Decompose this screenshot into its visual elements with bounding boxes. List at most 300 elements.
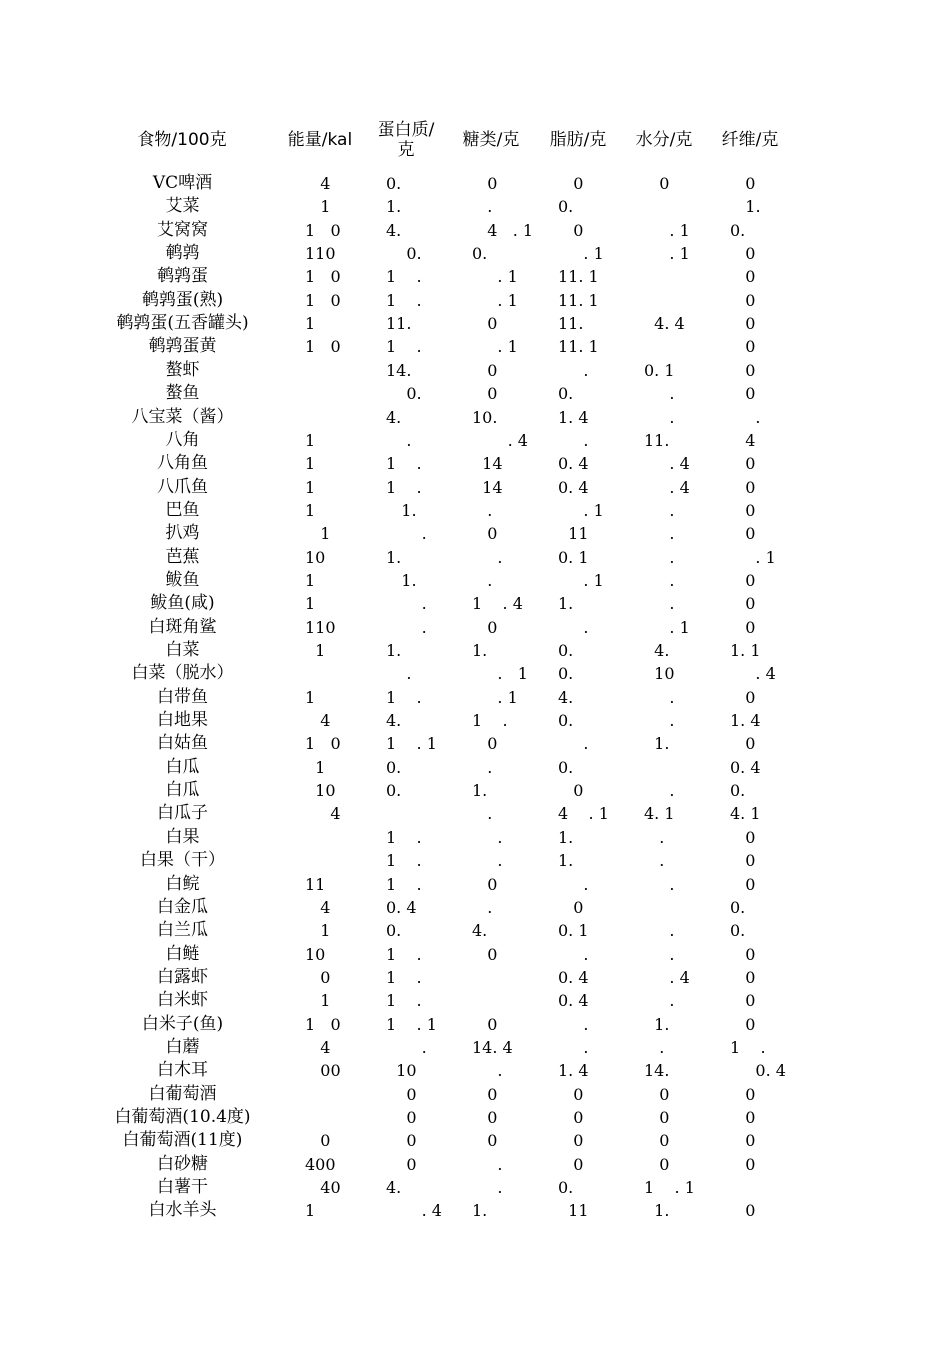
table-row [0, 359, 950, 382]
energy-cell: 4 [305, 174, 331, 193]
fiber-cell: 0 [730, 1131, 756, 1151]
fat-cell: . [558, 944, 589, 964]
protein-cell: 1 . 1 [386, 734, 437, 754]
food-name-cell: 白米虾 [157, 990, 208, 1011]
fat-cell: 1. [558, 851, 574, 871]
header-fat: 脂肪/克 [549, 130, 607, 150]
fiber-cell: 0 [730, 594, 756, 614]
carbs-cell: 1. [472, 641, 488, 660]
water-cell: . [644, 827, 665, 847]
food-name-cell: 螯虾 [165, 359, 200, 380]
food-name-cell: 白露虾 [157, 966, 208, 987]
energy-cell: 1 [305, 477, 316, 497]
protein-cell: 1 . 1 [386, 1014, 437, 1034]
carbs-cell: 1. [472, 1201, 488, 1221]
fiber-cell: 0 [730, 524, 756, 544]
protein-cell: 1 . [386, 454, 422, 474]
fat-cell: 0 [558, 1131, 584, 1151]
protein-cell: . [386, 594, 427, 614]
fat-cell: 11. [558, 314, 584, 334]
energy-cell: 1 0 [305, 267, 341, 287]
water-cell: . [644, 570, 675, 590]
water-cell: . [644, 944, 675, 964]
fiber-cell: 0 [730, 1154, 756, 1174]
protein-cell [386, 802, 456, 825]
table-row [0, 382, 950, 405]
carbs-cell: 0 [472, 734, 498, 754]
fiber-cell: 0 [730, 617, 756, 637]
food-name-cell: 白葡萄酒 [148, 1083, 217, 1104]
fat-cell: 0. [558, 664, 574, 684]
carbs-cell: 14. 4 [472, 1037, 513, 1057]
energy-cell: 1 [305, 687, 316, 707]
fiber-cell: 0 [730, 1084, 756, 1104]
water-cell: . [644, 407, 675, 427]
carbs-cell: . [472, 827, 503, 847]
fiber-cell: 0 [730, 944, 756, 964]
carbs-cell: . [472, 197, 493, 217]
protein-cell: 4. [386, 407, 402, 427]
carbs-cell: 0 [472, 944, 498, 964]
table-row [0, 779, 950, 802]
water-cell: 1. [644, 734, 670, 754]
fiber-cell: 1. 4 [730, 711, 761, 731]
water-cell: . [644, 711, 675, 731]
protein-cell: 0 [386, 1154, 417, 1174]
protein-cell: 1 . [386, 991, 422, 1011]
fiber-cell: 0 [730, 454, 756, 474]
food-name-cell: 鲅鱼(咸) [150, 593, 215, 614]
water-cell: 1. [644, 1201, 670, 1221]
energy-cell: 10 [305, 944, 326, 964]
water-cell: . [644, 851, 665, 871]
energy-cell: 4 [305, 1037, 331, 1057]
food-name-cell: 白葡萄酒(10.4度) [114, 1107, 251, 1127]
food-name-cell: 白米子(鱼) [141, 1013, 224, 1034]
fat-cell: 0. [558, 1178, 574, 1198]
fiber-cell: 0 [730, 384, 756, 404]
fiber-cell: 0 [730, 874, 756, 894]
fat-cell: 0. [558, 757, 574, 777]
protein-cell: . 4 [386, 1201, 442, 1221]
fiber-cell: 0. [730, 781, 746, 801]
water-cell: . [644, 874, 675, 894]
protein-cell: 0 [386, 1131, 417, 1151]
water-cell: . [644, 500, 675, 520]
protein-cell: 4. [386, 220, 402, 240]
protein-cell: 0. [386, 921, 402, 941]
table-row [0, 499, 950, 522]
table-row [0, 592, 950, 615]
fat-cell: 1. [558, 594, 574, 614]
energy-cell [305, 1106, 375, 1129]
energy-cell: 400 [305, 1154, 336, 1174]
fat-cell: 1. [558, 827, 574, 847]
carbs-cell: 0 [472, 1108, 498, 1127]
fat-cell: 11 [558, 524, 589, 544]
carbs-cell: . 1 [472, 664, 528, 684]
header-carbs: 糖类/克 [462, 130, 520, 150]
table-row [0, 989, 950, 1012]
fat-cell: . [558, 734, 589, 754]
food-name-cell: 艾菜 [165, 196, 200, 217]
carbs-cell: . [472, 1154, 503, 1174]
table-row [0, 195, 950, 218]
protein-cell: 1 . [386, 851, 422, 871]
energy-cell: 1 [305, 500, 316, 520]
food-name-cell: 白果（干） [140, 850, 225, 871]
water-cell [644, 896, 714, 919]
protein-cell: 14. [386, 360, 412, 380]
energy-cell: 1 [305, 454, 316, 474]
fiber-cell: 0 [730, 570, 756, 590]
water-cell: . [644, 1037, 665, 1057]
energy-cell: 1 [305, 641, 326, 660]
carbs-cell: . [472, 570, 493, 590]
energy-cell: 1 [305, 991, 331, 1011]
fiber-cell: 0 [730, 174, 756, 193]
fiber-cell: 0 [730, 314, 756, 334]
protein-cell: 1. [386, 500, 417, 520]
protein-cell: 0. [386, 757, 402, 777]
food-name-cell: 白瓜子 [157, 803, 208, 824]
protein-cell: . [386, 430, 412, 450]
table-row [0, 966, 950, 989]
food-name-cell: 艾窝窝 [157, 219, 208, 240]
energy-cell: 1 0 [305, 734, 341, 754]
water-cell: . [644, 524, 675, 544]
fat-cell: . [558, 360, 589, 380]
fat-cell: . [558, 617, 589, 637]
fat-cell: 0 [558, 174, 584, 193]
fat-cell: 0. 4 [558, 477, 589, 497]
energy-cell: 1 0 [305, 1014, 341, 1034]
energy-cell: 1 [305, 921, 331, 941]
protein-cell: . [386, 617, 427, 637]
fat-cell: 11 [558, 1201, 589, 1221]
food-name-cell: 八角 [165, 429, 200, 450]
water-cell: . [644, 991, 675, 1011]
fiber-cell: 0 [730, 244, 756, 264]
water-cell: . [644, 781, 675, 801]
protein-cell: 4. [386, 1178, 402, 1198]
table-row [0, 756, 950, 779]
carbs-cell: 0 [472, 617, 498, 637]
protein-cell: 1 . [386, 477, 422, 497]
fiber-cell: 0 [730, 1108, 756, 1127]
carbs-cell: . 1 [472, 290, 518, 310]
table-row [0, 1199, 950, 1222]
protein-cell: 0. [386, 781, 402, 801]
energy-cell: 1 [305, 1201, 316, 1221]
food-name-cell: 白鲩 [165, 873, 200, 894]
table-row [0, 476, 950, 499]
carbs-cell: . 1 [472, 687, 518, 707]
food-name-cell: 芭蕉 [165, 546, 200, 567]
energy-cell: 4 [305, 804, 341, 824]
food-name-cell: 白金瓜 [157, 896, 208, 917]
fat-cell: 0. 4 [558, 991, 589, 1011]
food-name-cell: 白菜 [165, 640, 200, 660]
carbs-cell: 0 [472, 874, 498, 894]
food-name-cell: 白鲢 [165, 943, 200, 964]
fat-cell: 1. 4 [558, 1061, 589, 1081]
fiber-cell: 1 . [730, 1037, 766, 1057]
food-name-cell: 八角鱼 [157, 453, 208, 474]
food-name-cell: 巴鱼 [165, 499, 200, 520]
protein-cell: 1. [386, 197, 402, 217]
energy-cell: 4 [305, 897, 331, 917]
fat-cell: 0. 4 [558, 967, 589, 987]
fiber-cell: 0 [730, 967, 756, 987]
water-cell: . 1 [644, 617, 690, 637]
water-cell: . [644, 384, 675, 404]
water-cell: . [644, 594, 675, 614]
energy-cell: 4 [305, 711, 331, 731]
fiber-cell: 0 [730, 360, 756, 380]
food-name-cell: 鹌鹑蛋(熟) [141, 289, 224, 310]
water-cell: . 4 [644, 967, 690, 987]
water-cell: 4. 4 [644, 314, 685, 334]
protein-cell: 1. [386, 570, 417, 590]
energy-cell: 11 [305, 874, 326, 894]
carbs-cell: . 1 [472, 337, 518, 357]
food-name-cell: 扒鸡 [165, 523, 200, 544]
fiber-cell: . 4 [730, 664, 776, 684]
table-row [0, 569, 950, 592]
food-name-cell: 白葡萄酒(11度) [122, 1130, 243, 1151]
table-row [0, 686, 950, 709]
fat-cell: 0. [558, 197, 574, 217]
table-row [0, 406, 950, 429]
table-row [0, 849, 950, 872]
protein-cell: 1 . [386, 337, 422, 357]
food-name-cell: 白果 [165, 826, 200, 847]
food-name-cell: 鹌鹑蛋黄 [148, 336, 217, 357]
carbs-cell: 14 [472, 477, 503, 497]
fat-cell: 0 [558, 1154, 584, 1174]
carbs-cell: 0. [472, 244, 488, 264]
energy-cell: 1 [305, 430, 316, 450]
protein-cell: 0. [386, 244, 422, 264]
protein-cell: . [386, 664, 412, 684]
fat-cell: 11. 1 [558, 267, 599, 287]
fat-cell: . [558, 874, 589, 894]
fiber-cell: 0 [730, 337, 756, 357]
header-water: 水分/克 [635, 130, 693, 150]
food-name-cell: 白水羊头 [148, 1200, 217, 1221]
carbs-cell: 4. [472, 921, 488, 941]
energy-cell: 1 0 [305, 337, 341, 357]
water-cell: 1 . 1 [644, 1178, 695, 1198]
energy-cell: 1 [305, 524, 331, 544]
carbs-cell: 0 [472, 524, 498, 544]
fiber-cell: 0. [730, 897, 746, 917]
carbs-cell: 0 [472, 314, 498, 334]
fat-cell: 1. 4 [558, 407, 589, 427]
water-cell: . 4 [644, 454, 690, 474]
fiber-cell: 0 [730, 1201, 756, 1221]
fiber-cell: 1. 1 [730, 641, 761, 660]
energy-cell [305, 662, 375, 685]
carbs-cell: 14 [472, 454, 503, 474]
fiber-cell: 0 [730, 734, 756, 754]
fiber-cell: 0 [730, 477, 756, 497]
energy-cell [305, 382, 375, 405]
table-row [0, 172, 950, 195]
protein-cell: 0 [386, 1084, 417, 1104]
water-cell: 0 [644, 1084, 670, 1104]
table-row [0, 919, 950, 942]
fat-cell: . [558, 430, 589, 450]
fiber-cell: 0 [730, 991, 756, 1011]
carbs-cell: 0 [472, 1084, 498, 1104]
energy-cell: 110 [305, 244, 336, 264]
fat-cell: 0 [558, 220, 584, 240]
fat-cell: 0 [558, 1108, 584, 1127]
table-row [0, 943, 950, 966]
protein-cell: 0. [386, 174, 402, 193]
water-cell [644, 289, 714, 312]
table-row [0, 312, 950, 335]
food-name-cell: 白瓜 [165, 780, 200, 801]
table-row [0, 242, 950, 265]
fiber-cell: 0 [730, 500, 756, 520]
fiber-cell: 0. 4 [730, 1061, 786, 1081]
table-row [0, 335, 950, 358]
carbs-cell: 4 . 1 [472, 220, 534, 240]
fat-cell: . [558, 1014, 589, 1034]
carbs-cell: 0 [472, 360, 498, 380]
water-cell: . 4 [644, 477, 690, 497]
carbs-cell: 10. [472, 407, 498, 427]
fiber-cell: . 1 [730, 547, 776, 567]
table-row [0, 289, 950, 312]
energy-cell: 1 0 [305, 220, 341, 240]
food-name-cell: 白砂糖 [157, 1153, 208, 1174]
protein-cell: 1 . [386, 290, 422, 310]
table-row [0, 1129, 950, 1152]
food-name-cell: 白菜（脱水） [131, 663, 234, 684]
food-name-cell: 八爪鱼 [157, 476, 208, 497]
carbs-cell: . [472, 500, 493, 520]
carbs-cell: 0 [472, 174, 498, 193]
energy-cell: 1 0 [305, 290, 341, 310]
food-name-cell: 白带鱼 [157, 686, 208, 707]
energy-cell: 00 [305, 1061, 341, 1081]
protein-cell: 11. [386, 314, 412, 334]
fiber-cell: 4. 1 [730, 804, 761, 824]
food-name-cell: 鹌鹑蛋(五香罐头) [116, 313, 249, 334]
table-row [0, 826, 950, 849]
table-row [0, 429, 950, 452]
fat-cell: 11. 1 [558, 337, 599, 357]
food-name-cell: 白姑鱼 [157, 733, 208, 754]
protein-cell: 10 [386, 1061, 417, 1081]
carbs-cell: . [472, 1178, 503, 1198]
energy-cell [305, 826, 375, 849]
fiber-cell: 0. [730, 220, 746, 240]
energy-cell [305, 359, 375, 382]
protein-cell: 1 . [386, 944, 422, 964]
table-row [0, 219, 950, 242]
header-protein: 蛋白质/ 克 [377, 120, 435, 160]
water-cell: . 1 [644, 220, 690, 240]
table-row [0, 1153, 950, 1176]
header-fiber: 纤维/克 [721, 130, 779, 150]
food-name-cell: 鲅鱼 [165, 569, 200, 590]
protein-cell: 1 . [386, 827, 422, 847]
carbs-cell: 1 . 4 [472, 594, 523, 614]
fiber-cell: 0. [730, 921, 746, 941]
carbs-cell: . [472, 757, 493, 777]
water-cell: 1. [644, 1014, 670, 1034]
fiber-cell: 0 [730, 267, 756, 287]
table-row [0, 1013, 950, 1036]
fiber-cell: 0 [730, 290, 756, 310]
table-row [0, 802, 950, 825]
protein-cell: 1. [386, 547, 402, 567]
food-name-cell: VC啤酒 [152, 173, 213, 193]
fat-cell: 0 [558, 897, 584, 917]
water-cell: 4. [644, 641, 670, 660]
carbs-cell: 1. [472, 781, 488, 801]
fat-cell: 0. [558, 384, 574, 404]
table-row [0, 1059, 950, 1082]
water-cell: 0 [644, 1131, 670, 1151]
carbs-cell: . [472, 851, 503, 871]
energy-cell: 1 [305, 197, 331, 217]
table-row [0, 452, 950, 475]
fat-cell: . [558, 1037, 589, 1057]
energy-cell: 1 [305, 314, 316, 334]
table-row [0, 1106, 950, 1129]
water-cell: 0 [644, 1108, 670, 1127]
table-row [0, 709, 950, 732]
energy-cell: 1 [305, 570, 316, 590]
energy-cell: 10 [305, 781, 336, 801]
table-row [0, 1176, 950, 1199]
energy-cell: 1 [305, 757, 326, 777]
fat-cell: 0. 1 [558, 547, 589, 567]
food-name-cell: 八宝菜（酱） [131, 406, 234, 427]
energy-cell: 0 [305, 967, 331, 987]
carbs-cell: 1 . [472, 711, 508, 731]
fiber-cell: 0 [730, 1014, 756, 1034]
fiber-cell: 0. 4 [730, 757, 761, 777]
water-cell [644, 756, 714, 779]
protein-cell: 1. [386, 641, 402, 660]
fat-cell: . 1 [558, 570, 604, 590]
water-cell [644, 265, 714, 288]
table-row [0, 522, 950, 545]
fat-cell: 0. [558, 641, 574, 660]
header-energy: 能量/kal [287, 130, 353, 150]
table-row [0, 896, 950, 919]
protein-cell: 1 . [386, 267, 422, 287]
table-row [0, 732, 950, 755]
table-row [0, 546, 950, 569]
fat-cell: 11. 1 [558, 290, 599, 310]
fat-cell: 0 [558, 1084, 584, 1104]
carbs-cell [472, 966, 542, 989]
fiber-cell: 0 [730, 851, 756, 871]
carbs-cell: . [472, 897, 493, 917]
fiber-cell [730, 1176, 800, 1199]
water-cell: 10 [644, 664, 675, 684]
fiber-cell: . [730, 407, 761, 427]
table-row [0, 616, 950, 639]
